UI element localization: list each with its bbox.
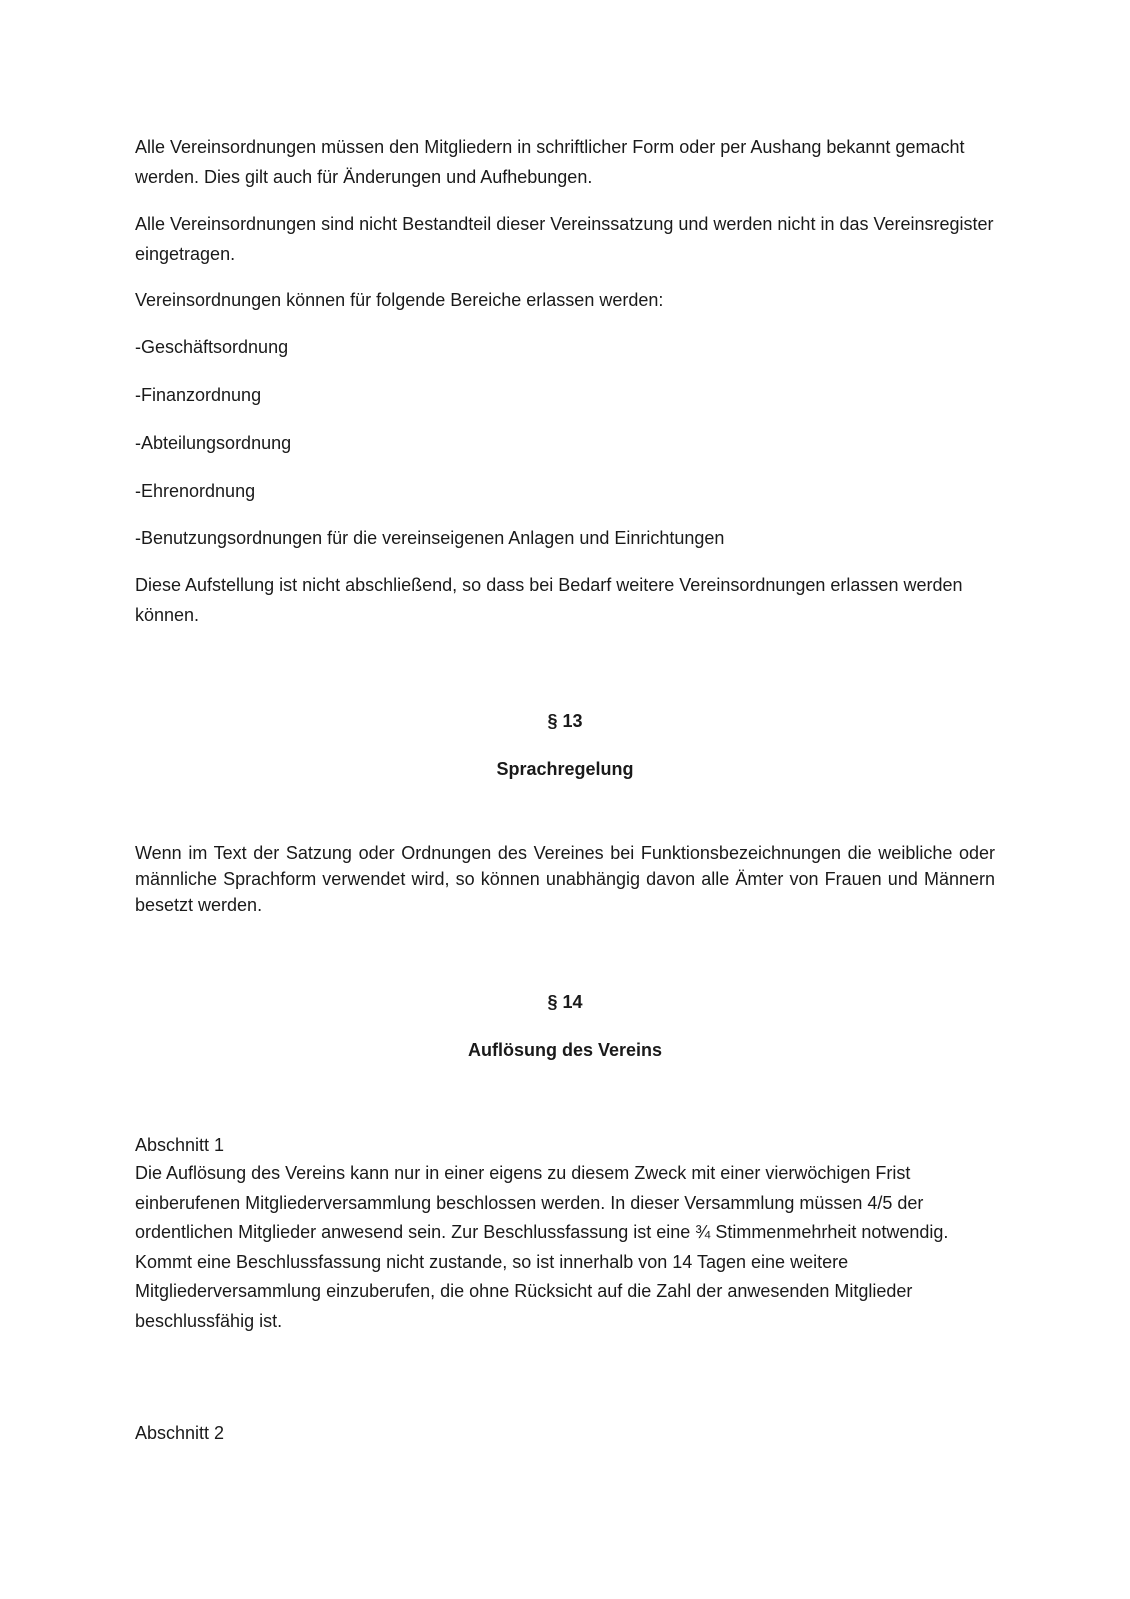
list-item: -Finanzordnung <box>135 385 262 405</box>
abschnitt-2-label: Abschnitt 2 <box>135 1423 225 1443</box>
abschnitt-1-text: Die Auflösung des Vereins kann nur in einer eigens zu diesem Zweck mit einer vierwöchigen Frist einberufenen Mitgliederversammlung beschlossen werden. In dieser Versammlung müssen 4/5 der ordentlichen Mitglieder anwesend sein. Zur Beschlussfassung ist eine ¾ Stimmenmehrheit notwendig. Kommt eine Beschlussfassung nicht zustande, so ist innerhalb von 14 Tagen eine weitere Mitgliederversammlung einzuberufen, die ohne Rücksicht auf die Zahl der anwesenden Mitglieder beschlussfähig ist. <box>135 1163 949 1331</box>
paragraph-announcement: Alle Vereinsordnungen müssen den Mitgliedern in schriftlicher Form oder per Aushang bekannt gemacht werden. Dies gilt auch für Änderungen und Aufhebungen. <box>135 137 965 187</box>
section-13-number: § 13 <box>547 711 583 731</box>
paragraph-list-not-exhaustive: Diese Aufstellung ist nicht abschließend, so dass bei Bedarf weitere Vereinsordnungen erlassen werden können. <box>135 575 963 625</box>
section-13-text: Wenn im Text der Satzung oder Ordnungen des Vereines bei Funktionsbezeichnungen die weibliche oder männliche Sprachform verwendet wird, so können unabhängig davon alle Ämter von Frauen und Männern besetzt werden. <box>135 843 995 915</box>
paragraph-not-part-of-statute: Alle Vereinsordnungen sind nicht Bestandteil dieser Vereinssatzung und werden nicht in das Vereinsregister eingetragen. <box>135 214 994 264</box>
section-14-title: Auflösung des Vereins <box>467 1040 663 1060</box>
paragraph-areas-intro: Vereinsordnungen können für folgende Bereiche erlassen werden: <box>135 290 664 310</box>
list-item: -Abteilungsordnung <box>135 433 292 453</box>
section-14-number: § 14 <box>547 992 583 1012</box>
section-13-title: Sprachregelung <box>496 759 634 779</box>
list-item: -Benutzungsordnungen für die vereinseigenen Anlagen und Einrichtungen <box>135 528 725 548</box>
list-item: -Ehrenordnung <box>135 481 256 501</box>
list-item: -Geschäftsordnung <box>135 337 289 357</box>
abschnitt-1-label: Abschnitt 1 <box>135 1135 225 1155</box>
